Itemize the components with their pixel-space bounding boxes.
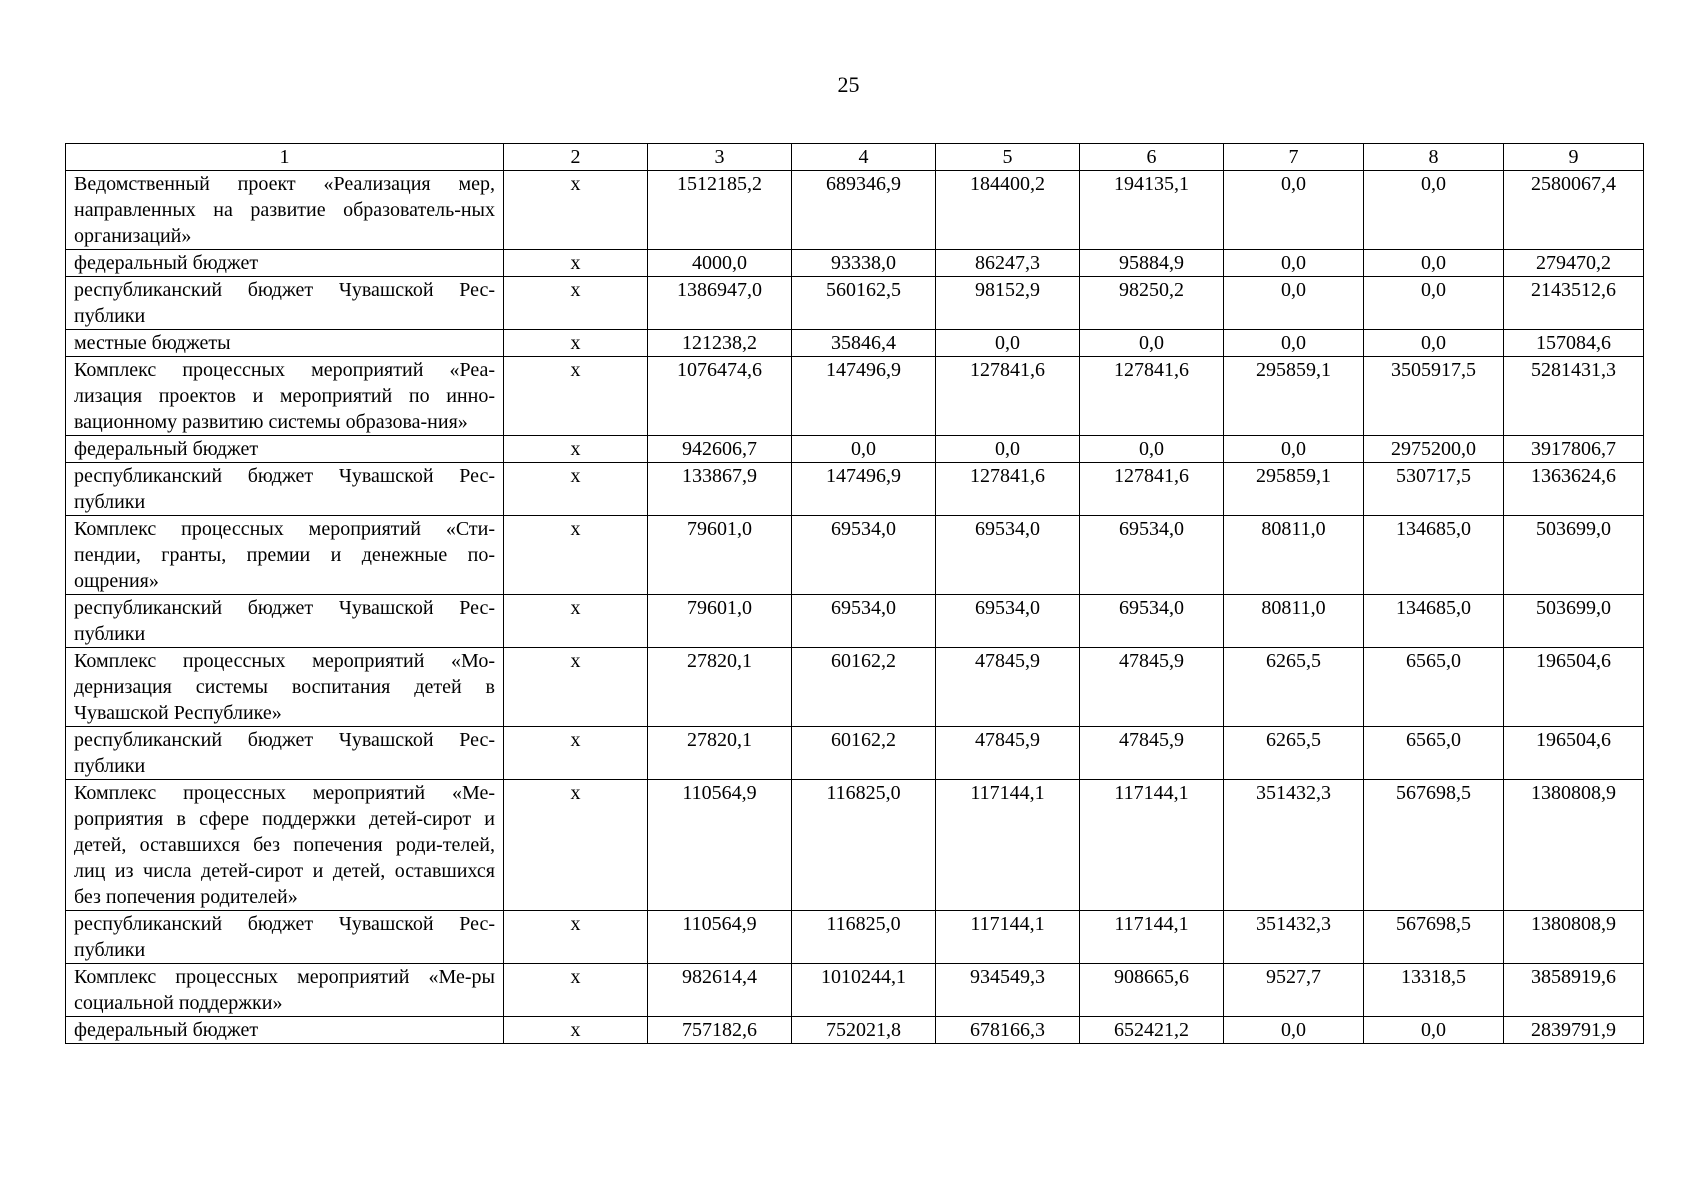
value-cell: 4000,0 — [648, 250, 792, 277]
value-cell: 0,0 — [1364, 277, 1504, 330]
table-row — [66, 780, 1644, 911]
value-cell: 35846,4 — [792, 330, 936, 357]
value-cell: 757182,6 — [648, 1017, 792, 1044]
table-row — [66, 727, 1644, 780]
value-cell: х — [504, 171, 648, 250]
column-header: 5 — [936, 144, 1080, 171]
column-header: 9 — [1504, 144, 1644, 171]
column-header: 7 — [1224, 144, 1364, 171]
value-cell: 0,0 — [936, 436, 1080, 463]
value-cell: 147496,9 — [792, 463, 936, 516]
value-cell: 80811,0 — [1224, 595, 1364, 648]
value-cell: 503699,0 — [1504, 595, 1644, 648]
value-cell: 2975200,0 — [1364, 436, 1504, 463]
value-cell: 295859,1 — [1224, 357, 1364, 436]
value-cell: 0,0 — [1224, 171, 1364, 250]
value-cell: 80811,0 — [1224, 516, 1364, 595]
value-cell: 196504,6 — [1504, 648, 1644, 727]
row-label-cell: республиканский бюджет Чувашской Рес-публики — [66, 277, 504, 330]
row-label-cell: Комплекс процессных мероприятий «Сти-пендии, гранты, премии и денежные по-ощрения» — [66, 516, 504, 595]
value-cell: 1010244,1 — [792, 964, 936, 1017]
value-cell: х — [504, 727, 648, 780]
value-cell: 752021,8 — [792, 1017, 936, 1044]
value-cell: 0,0 — [792, 436, 936, 463]
value-cell: 0,0 — [1224, 436, 1364, 463]
value-cell: 147496,9 — [792, 357, 936, 436]
value-cell: 117144,1 — [1080, 780, 1224, 911]
value-cell: 0,0 — [1364, 1017, 1504, 1044]
value-cell: 530717,5 — [1364, 463, 1504, 516]
value-cell: х — [504, 1017, 648, 1044]
table-row — [66, 964, 1644, 1017]
value-cell: 1076474,6 — [648, 357, 792, 436]
value-cell: 3505917,5 — [1364, 357, 1504, 436]
value-cell: х — [504, 595, 648, 648]
value-cell: 567698,5 — [1364, 780, 1504, 911]
value-cell: 9527,7 — [1224, 964, 1364, 1017]
table-row — [66, 463, 1644, 516]
value-cell: х — [504, 964, 648, 1017]
page-number: 25 — [837, 72, 860, 97]
value-cell: 117144,1 — [936, 780, 1080, 911]
value-cell: 69534,0 — [792, 595, 936, 648]
value-cell: 196504,6 — [1504, 727, 1644, 780]
value-cell: 95884,9 — [1080, 250, 1224, 277]
row-label-cell: местные бюджеты — [66, 330, 504, 357]
value-cell: х — [504, 277, 648, 330]
value-cell: 295859,1 — [1224, 463, 1364, 516]
value-cell: 0,0 — [1224, 277, 1364, 330]
value-cell: х — [504, 463, 648, 516]
value-cell: 1380808,9 — [1504, 780, 1644, 911]
value-cell: 6265,5 — [1224, 648, 1364, 727]
value-cell: 908665,6 — [1080, 964, 1224, 1017]
value-cell: х — [504, 911, 648, 964]
value-cell: 69534,0 — [1080, 595, 1224, 648]
row-label-cell: республиканский бюджет Чувашской Рес-публики — [66, 463, 504, 516]
value-cell: 3858919,6 — [1504, 964, 1644, 1017]
value-cell: 934549,3 — [936, 964, 1080, 1017]
value-cell: 567698,5 — [1364, 911, 1504, 964]
value-cell: 93338,0 — [792, 250, 936, 277]
value-cell: 116825,0 — [792, 911, 936, 964]
value-cell: 117144,1 — [1080, 911, 1224, 964]
row-label-cell: Комплекс процессных мероприятий «Реа-лизация проектов и мероприятий по инно-вационному развитию системы образова-ния» — [66, 357, 504, 436]
value-cell: 2580067,4 — [1504, 171, 1644, 250]
value-cell: 0,0 — [1080, 330, 1224, 357]
value-cell: 13318,5 — [1364, 964, 1504, 1017]
value-cell: 6265,5 — [1224, 727, 1364, 780]
table-row — [66, 1017, 1644, 1044]
value-cell: х — [504, 250, 648, 277]
value-cell: 47845,9 — [936, 648, 1080, 727]
value-cell: 133867,9 — [648, 463, 792, 516]
value-cell: 0,0 — [1080, 436, 1224, 463]
value-cell: 79601,0 — [648, 516, 792, 595]
table-row — [66, 516, 1644, 595]
row-label-cell: федеральный бюджет — [66, 436, 504, 463]
value-cell: 47845,9 — [1080, 727, 1224, 780]
table-row — [66, 250, 1644, 277]
table-row — [66, 595, 1644, 648]
table-row — [66, 277, 1644, 330]
column-header: 6 — [1080, 144, 1224, 171]
value-cell: 110564,9 — [648, 911, 792, 964]
row-label-cell: Комплекс процессных мероприятий «Мо-дернизация системы воспитания детей в Чувашской Республике» — [66, 648, 504, 727]
value-cell: 560162,5 — [792, 277, 936, 330]
value-cell: 60162,2 — [792, 648, 936, 727]
table-row — [66, 648, 1644, 727]
row-label-cell: федеральный бюджет — [66, 1017, 504, 1044]
table-body — [66, 171, 1644, 1044]
value-cell: 116825,0 — [792, 780, 936, 911]
value-cell: 184400,2 — [936, 171, 1080, 250]
value-cell: х — [504, 436, 648, 463]
table-row — [66, 911, 1644, 964]
value-cell: 98152,9 — [936, 277, 1080, 330]
row-label-cell: Комплекс процессных мероприятий «Ме-ры социальной поддержки» — [66, 964, 504, 1017]
value-cell: 2143512,6 — [1504, 277, 1644, 330]
row-label-cell: республиканский бюджет Чувашской Рес-публики — [66, 727, 504, 780]
value-cell: 86247,3 — [936, 250, 1080, 277]
value-cell: 194135,1 — [1080, 171, 1224, 250]
value-cell: 134685,0 — [1364, 516, 1504, 595]
table-row — [66, 357, 1644, 436]
budget-table — [65, 143, 1644, 1044]
value-cell: 134685,0 — [1364, 595, 1504, 648]
value-cell: 942606,7 — [648, 436, 792, 463]
column-header: 8 — [1364, 144, 1504, 171]
value-cell: 6565,0 — [1364, 727, 1504, 780]
value-cell: 3917806,7 — [1504, 436, 1644, 463]
value-cell: 0,0 — [1224, 250, 1364, 277]
value-cell: 1386947,0 — [648, 277, 792, 330]
value-cell: 98250,2 — [1080, 277, 1224, 330]
value-cell: х — [504, 330, 648, 357]
value-cell: 652421,2 — [1080, 1017, 1224, 1044]
value-cell: х — [504, 648, 648, 727]
value-cell: х — [504, 357, 648, 436]
value-cell: 279470,2 — [1504, 250, 1644, 277]
row-label-cell: республиканский бюджет Чувашской Рес-публики — [66, 595, 504, 648]
column-header: 1 — [66, 144, 504, 171]
value-cell: 6565,0 — [1364, 648, 1504, 727]
row-label-cell: республиканский бюджет Чувашской Рес-публики — [66, 911, 504, 964]
value-cell: 121238,2 — [648, 330, 792, 357]
table-row — [66, 330, 1644, 357]
value-cell: 0,0 — [936, 330, 1080, 357]
value-cell: 0,0 — [1224, 1017, 1364, 1044]
row-label-cell: Ведомственный проект «Реализация мер, направленных на развитие образователь-ных организаций» — [66, 171, 504, 250]
value-cell: х — [504, 780, 648, 911]
value-cell: 79601,0 — [648, 595, 792, 648]
value-cell: 503699,0 — [1504, 516, 1644, 595]
value-cell: 47845,9 — [936, 727, 1080, 780]
value-cell: 127841,6 — [936, 463, 1080, 516]
column-header: 2 — [504, 144, 648, 171]
value-cell: 1512185,2 — [648, 171, 792, 250]
value-cell: 982614,4 — [648, 964, 792, 1017]
value-cell: 127841,6 — [1080, 357, 1224, 436]
column-header: 4 — [792, 144, 936, 171]
value-cell: 678166,3 — [936, 1017, 1080, 1044]
value-cell: 110564,9 — [648, 780, 792, 911]
table-row — [66, 436, 1644, 463]
value-cell: 351432,3 — [1224, 911, 1364, 964]
value-cell: 689346,9 — [792, 171, 936, 250]
value-cell: 27820,1 — [648, 648, 792, 727]
value-cell: 0,0 — [1364, 250, 1504, 277]
value-cell: 0,0 — [1364, 171, 1504, 250]
table-header-row — [66, 144, 1644, 171]
value-cell: 69534,0 — [936, 595, 1080, 648]
value-cell: 2839791,9 — [1504, 1017, 1644, 1044]
row-label-cell: федеральный бюджет — [66, 250, 504, 277]
value-cell: 0,0 — [1224, 330, 1364, 357]
value-cell: 69534,0 — [1080, 516, 1224, 595]
value-cell: 0,0 — [1364, 330, 1504, 357]
column-header: 3 — [648, 144, 792, 171]
value-cell: 351432,3 — [1224, 780, 1364, 911]
value-cell: 69534,0 — [792, 516, 936, 595]
row-label-cell: Комплекс процессных мероприятий «Ме-роприятия в сфере поддержки детей-сирот и детей, оставшихся без попечения роди-телей, лиц из числа детей-сирот и детей, оставшихся без попечения родителей» — [66, 780, 504, 911]
value-cell: 5281431,3 — [1504, 357, 1644, 436]
value-cell: х — [504, 516, 648, 595]
value-cell: 69534,0 — [936, 516, 1080, 595]
value-cell: 47845,9 — [1080, 648, 1224, 727]
value-cell: 60162,2 — [792, 727, 936, 780]
table-row — [66, 171, 1644, 250]
value-cell: 157084,6 — [1504, 330, 1644, 357]
value-cell: 117144,1 — [936, 911, 1080, 964]
value-cell: 127841,6 — [936, 357, 1080, 436]
value-cell: 127841,6 — [1080, 463, 1224, 516]
value-cell: 1380808,9 — [1504, 911, 1644, 964]
value-cell: 27820,1 — [648, 727, 792, 780]
value-cell: 1363624,6 — [1504, 463, 1644, 516]
